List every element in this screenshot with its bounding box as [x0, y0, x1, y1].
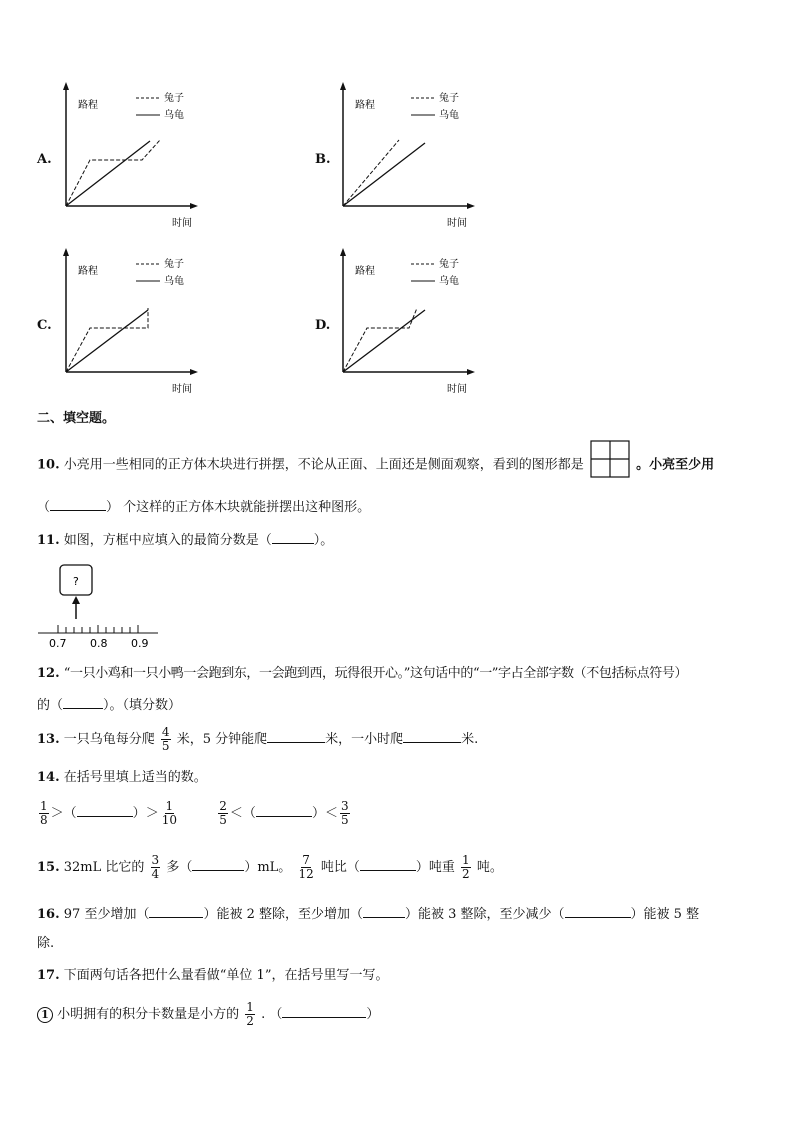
- q14-text: 在括号里填上适当的数。: [63, 770, 207, 785]
- option-c-label: C.: [37, 318, 52, 333]
- q12-number: 12.: [37, 666, 60, 681]
- q15-text-a: 32mL 比它的: [63, 860, 145, 875]
- question-10-cont: [37, 497, 370, 517]
- rabbit-path: [343, 140, 399, 206]
- q14-lt-1: ＜: [229, 806, 243, 821]
- q14-fraction-1: $\frac{1}{8}$: [40, 799, 48, 827]
- q15-number: 15.: [37, 860, 60, 875]
- q16-text-c: ）能被 3 整除，至少减少（: [405, 907, 565, 922]
- q13-text-b: 米，5 分钟能爬: [176, 732, 268, 747]
- option-b-label: B.: [315, 152, 331, 167]
- q10-text-a: 小亮用一些相同的正方体木块进行拼摆，不论从正面、上面还是侧面观察，看到的图形都是: [63, 457, 584, 473]
- q16-text-a: 97 至少增加（: [63, 907, 150, 922]
- graph-option-d: [337, 248, 477, 398]
- q17-number: 17.: [37, 968, 60, 983]
- option-a-label: A.: [37, 152, 52, 167]
- legend-rabbit-label: 兔子: [164, 93, 184, 104]
- question-13: [37, 726, 478, 753]
- q14-blank-1[interactable]: [77, 803, 133, 817]
- q13-text-a: 一只乌龟每分爬: [63, 732, 155, 747]
- x-axis-arrow: [190, 203, 198, 209]
- question-16: [37, 904, 699, 924]
- q12-answer-blank[interactable]: [63, 695, 103, 709]
- x-axis-arrow: [467, 203, 475, 209]
- q16-blank-1[interactable]: [149, 904, 203, 918]
- y-axis-label: 路程: [355, 266, 375, 277]
- q16-blank-3[interactable]: [565, 904, 631, 918]
- legend-rabbit-label: 兔子: [439, 93, 459, 104]
- q14-open-2: （: [242, 806, 256, 821]
- q11-answer-blank[interactable]: [272, 530, 314, 544]
- q14-blank-2[interactable]: [256, 803, 312, 817]
- legend-tortoise-label: 乌龟: [439, 110, 459, 121]
- q15-text-c: ）mL。: [244, 860, 292, 875]
- q14-close-2: ）: [311, 806, 325, 821]
- rabbit-path: [66, 140, 160, 206]
- tortoise-path: [343, 310, 425, 372]
- tick-label-0-8: 0.8: [90, 637, 108, 650]
- graph-option-b: [337, 82, 477, 232]
- question-17-item-1: [37, 1001, 379, 1028]
- y-axis-arrow: [340, 82, 346, 90]
- legend-rabbit-label: 兔子: [439, 259, 459, 270]
- rabbit-path: [343, 308, 417, 372]
- q12-text-b: 的（: [37, 698, 64, 713]
- q13-text-c: 米，一小时爬: [325, 732, 404, 747]
- q14-fraction-2: $\frac{1}{10}$: [161, 799, 177, 827]
- q15-text-b: 多（: [166, 860, 193, 875]
- y-axis-label: 路程: [78, 266, 98, 277]
- q14-gt-2: ＞: [145, 806, 159, 821]
- q14-open-1: （: [63, 806, 77, 821]
- x-axis-arrow: [190, 369, 198, 375]
- q15-fraction-1: $\frac{3}{4}$: [151, 853, 160, 881]
- q10-paren-open: （: [37, 500, 51, 515]
- q14-close-1: ）: [132, 806, 146, 821]
- q14-gt-1: ＞: [50, 806, 64, 821]
- q10-text-c: 个这样的正方体木块就能拼摆出这种图形。: [123, 500, 371, 515]
- question-10: [37, 452, 714, 478]
- q10-number: 10.: [37, 457, 60, 473]
- q11-number: 11.: [37, 533, 60, 548]
- q16-number: 16.: [37, 907, 60, 922]
- q17-item-end: . （: [261, 1007, 283, 1022]
- q15-blank-1[interactable]: [192, 857, 244, 871]
- q12-text-a: “一只小鸡和一只小鸭一会跑到东，一会跑到西，玩得很开心。”这句话中的“一”字占全部字数（不包括标点符号）: [63, 666, 688, 681]
- question-box-label: ?: [73, 575, 79, 588]
- q13-number: 13.: [37, 732, 60, 747]
- pointer-arrowhead: [72, 596, 80, 604]
- tick-label-0-9: 0.9: [131, 637, 149, 650]
- q17-item-close: ）: [366, 1007, 380, 1022]
- q17-text: 下面两句话各把什么量看做“单位 1”，在括号里写一写。: [63, 968, 389, 983]
- q15-blank-2[interactable]: [360, 857, 416, 871]
- section-title: 二、填空题。: [37, 411, 116, 426]
- q13-text-d: 米.: [461, 732, 479, 747]
- q10-text-b: 。小亮至少用: [636, 457, 715, 473]
- q17-fraction: $\frac{1}{2}$: [246, 1000, 254, 1028]
- tortoise-path: [343, 143, 425, 206]
- x-axis-label: 时间: [172, 218, 192, 229]
- x-axis-arrow: [467, 369, 475, 375]
- y-axis-label: 路程: [78, 100, 98, 111]
- x-axis-label: 时间: [447, 384, 467, 395]
- x-axis-label: 时间: [447, 218, 467, 229]
- q12-text-c: ）。（填分数）: [103, 698, 182, 713]
- legend-rabbit-label: 兔子: [164, 259, 184, 270]
- question-12-cont: [37, 695, 181, 715]
- q10-answer-blank[interactable]: [50, 497, 106, 511]
- item-1-circle-marker: 1: [37, 1007, 53, 1023]
- q14-fraction-3: $\frac{2}{5}$: [219, 799, 227, 827]
- q15-fraction-2: $\frac{7}{12}$: [298, 853, 314, 881]
- number-line-figure: [36, 563, 166, 651]
- question-15: [37, 854, 503, 881]
- q16-blank-2[interactable]: [363, 904, 405, 918]
- option-d-label: D.: [315, 318, 331, 333]
- y-axis-arrow: [63, 82, 69, 90]
- question-11: [37, 530, 333, 550]
- question-14: [37, 769, 207, 787]
- q14-fraction-4: $\frac{3}{5}$: [340, 799, 349, 827]
- tick-label-0-7: 0.7: [49, 637, 67, 650]
- q16-text-d: ）能被 5 整: [630, 907, 700, 922]
- q14-lt-2: ＜: [324, 806, 338, 821]
- q17-item-text: 小明拥有的积分卡数量是小方的: [57, 1007, 240, 1022]
- q13-blank-2[interactable]: [403, 729, 461, 743]
- q13-blank-1[interactable]: [267, 729, 325, 743]
- q11-text-end: ）。: [313, 533, 334, 548]
- q15-fraction-3: $\frac{1}{2}$: [462, 853, 470, 881]
- q11-text: 如图，方框中应填入的最简分数是（: [63, 533, 272, 548]
- q14-number: 14.: [37, 770, 60, 785]
- question-17: [37, 967, 388, 985]
- legend-tortoise-label: 乌龟: [164, 276, 184, 287]
- legend-tortoise-label: 乌龟: [439, 276, 459, 287]
- q15-text-d: 吨比（: [320, 860, 360, 875]
- tortoise-path: [66, 310, 148, 372]
- question-16-cont: 除.: [37, 936, 55, 951]
- q16-text-b: ）能被 2 整除，至少增加（: [203, 907, 363, 922]
- graph-option-a: [60, 82, 200, 232]
- q15-text-f: 吨。: [476, 860, 503, 875]
- y-axis-arrow: [63, 248, 69, 256]
- q15-text-e: ）吨重: [415, 860, 455, 875]
- x-axis-label: 时间: [172, 384, 192, 395]
- y-axis-label: 路程: [355, 100, 375, 111]
- graph-option-c: [60, 248, 200, 398]
- q17-answer-blank[interactable]: [282, 1004, 366, 1018]
- question-12: [37, 665, 687, 683]
- q10-paren-close: ）: [106, 500, 120, 515]
- q13-fraction: $\frac{4}{5}$: [161, 725, 170, 753]
- question-14-expressions: [37, 800, 352, 827]
- tortoise-path: [66, 141, 150, 206]
- legend-tortoise-label: 乌龟: [164, 110, 184, 121]
- square-grid-figure: [590, 440, 630, 478]
- y-axis-arrow: [340, 248, 346, 256]
